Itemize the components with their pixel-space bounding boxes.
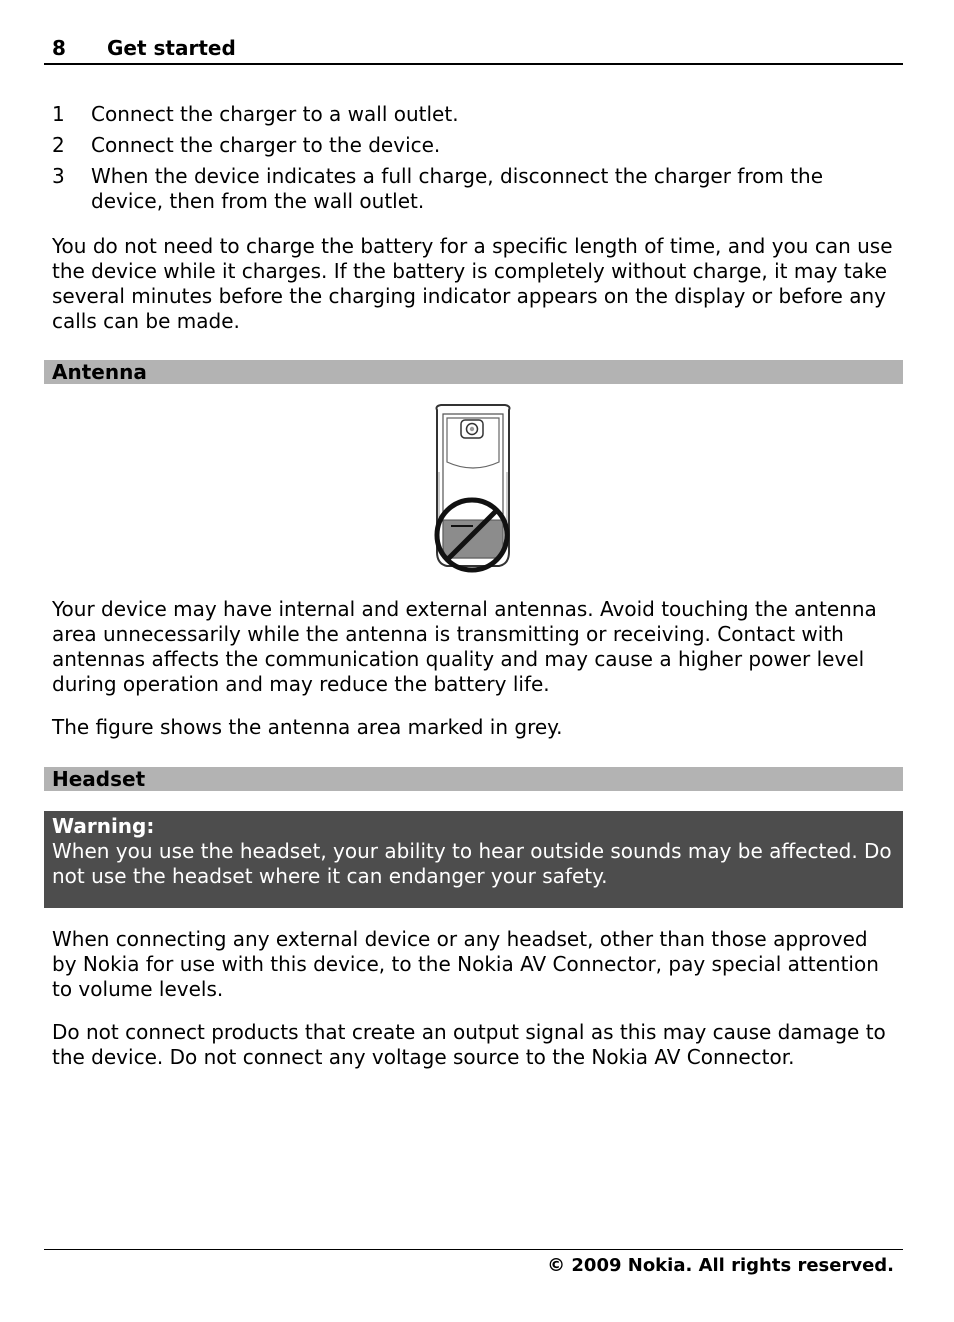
step-number: 1 xyxy=(52,102,65,126)
headset-paragraph: When connecting any external device or any headset, other than those approved by Nokia for use with this device, to the Nokia AV Connector, pay special attention to volume levels. xyxy=(52,927,879,1001)
page-footer xyxy=(44,1249,903,1280)
warning-box xyxy=(44,811,903,908)
list-item xyxy=(52,102,898,127)
step-number: 3 xyxy=(52,164,65,188)
antenna-figure-caption: The figure shows the antenna area marked in grey. xyxy=(52,715,563,739)
step-text: Connect the charger to a wall outlet. xyxy=(91,102,459,126)
antenna-paragraph: Your device may have internal and external antennas. Avoid touching the antenna area unnecessarily while the antenna is transmitting or receiving. Contact with antennas affects the communication quality and may cause a higher power level during operation and may reduce the battery life. xyxy=(52,597,877,696)
warning-title: Warning: xyxy=(52,814,155,838)
step-number: 2 xyxy=(52,133,65,157)
phone-antenna-no-touch-icon xyxy=(429,402,517,577)
page-number: 8 xyxy=(52,36,66,60)
step-text: When the device indicates a full charge, disconnect the charger from the device, then from the wall outlet. xyxy=(91,164,824,213)
page-header xyxy=(44,36,903,65)
headset-heading: Headset xyxy=(52,767,146,791)
charging-note: You do not need to charge the battery for a specific length of time, and you can use the device while it charges. If the battery is completely without charge, it may take several minutes before the charging indicator appears on the display or before any calls can be made. xyxy=(52,234,893,333)
copyright-text: © 2009 Nokia. All rights reserved. xyxy=(547,1255,894,1276)
list-item xyxy=(52,164,898,214)
antenna-heading-bar xyxy=(44,360,903,384)
charging-steps-list xyxy=(52,102,898,220)
headset-heading-bar xyxy=(44,767,903,791)
antenna-heading: Antenna xyxy=(52,360,147,384)
list-item xyxy=(52,133,898,158)
warning-text: When you use the headset, your ability to hear outside sounds may be affected. Do not use the headset where it can endanger your safety. xyxy=(52,839,892,888)
section-title: Get started xyxy=(107,36,236,60)
step-text: Connect the charger to the device. xyxy=(91,133,441,157)
headset-paragraph-2: Do not connect products that create an output signal as this may cause damage to the device. Do not connect any voltage source to the Nokia AV Connector. xyxy=(52,1020,886,1069)
